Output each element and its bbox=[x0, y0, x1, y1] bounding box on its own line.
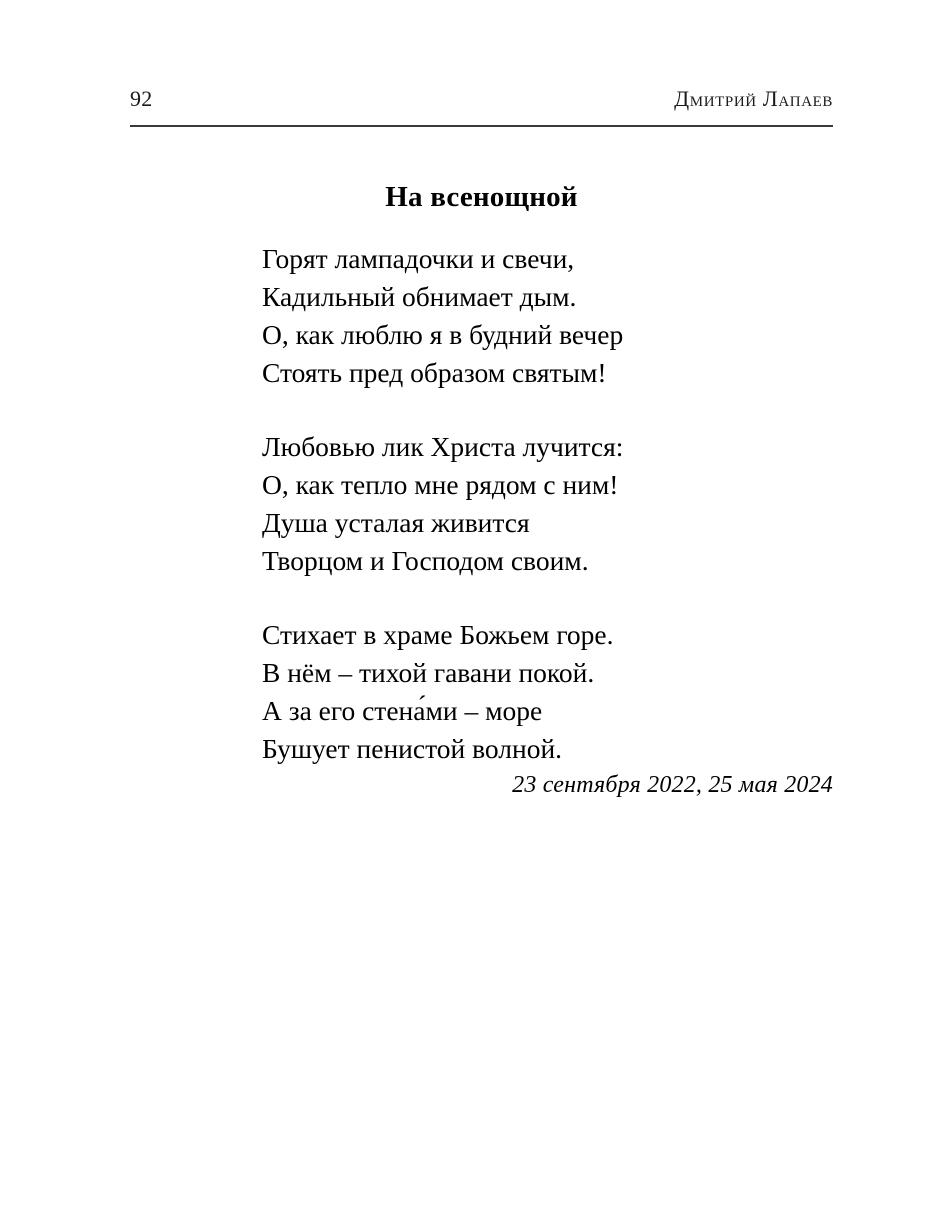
verse-line: О, как люблю я в будний вечер bbox=[262, 319, 624, 350]
verse-line: В нём – тихой гавани покой. bbox=[262, 657, 595, 688]
verse-line: Стихает в храме Божьем горе. bbox=[262, 619, 614, 650]
verse-line: Душа усталая живится bbox=[262, 507, 530, 538]
stanza bbox=[262, 616, 862, 768]
running-head-author: Дмитрий Лапаев bbox=[674, 86, 833, 111]
verse-line: Горят лампадочки и свечи, bbox=[262, 243, 575, 274]
verse-line: А за его стена́ми – море bbox=[262, 695, 543, 726]
poem-date: 23 сентября 2022, 25 мая 2024 bbox=[512, 772, 833, 798]
poem-title: На всенощной bbox=[385, 181, 578, 214]
page-number: 92 bbox=[130, 86, 153, 111]
verse-line: Творцом и Господом своим. bbox=[262, 545, 589, 576]
verse-line: Стоять пред образом святым! bbox=[262, 357, 607, 388]
verse-line: Любовью лик Христа лучится: bbox=[262, 431, 624, 462]
stanza bbox=[262, 240, 862, 392]
poem-body bbox=[262, 240, 862, 768]
stanza bbox=[262, 428, 862, 580]
verse-line: О, как тепло мне рядом с ним! bbox=[262, 469, 619, 500]
running-head bbox=[130, 88, 833, 110]
header-divider bbox=[130, 125, 833, 127]
verse-line: Бушует пенистой волной. bbox=[262, 733, 563, 764]
verse-line: Кадильный обнимает дым. bbox=[262, 281, 577, 312]
